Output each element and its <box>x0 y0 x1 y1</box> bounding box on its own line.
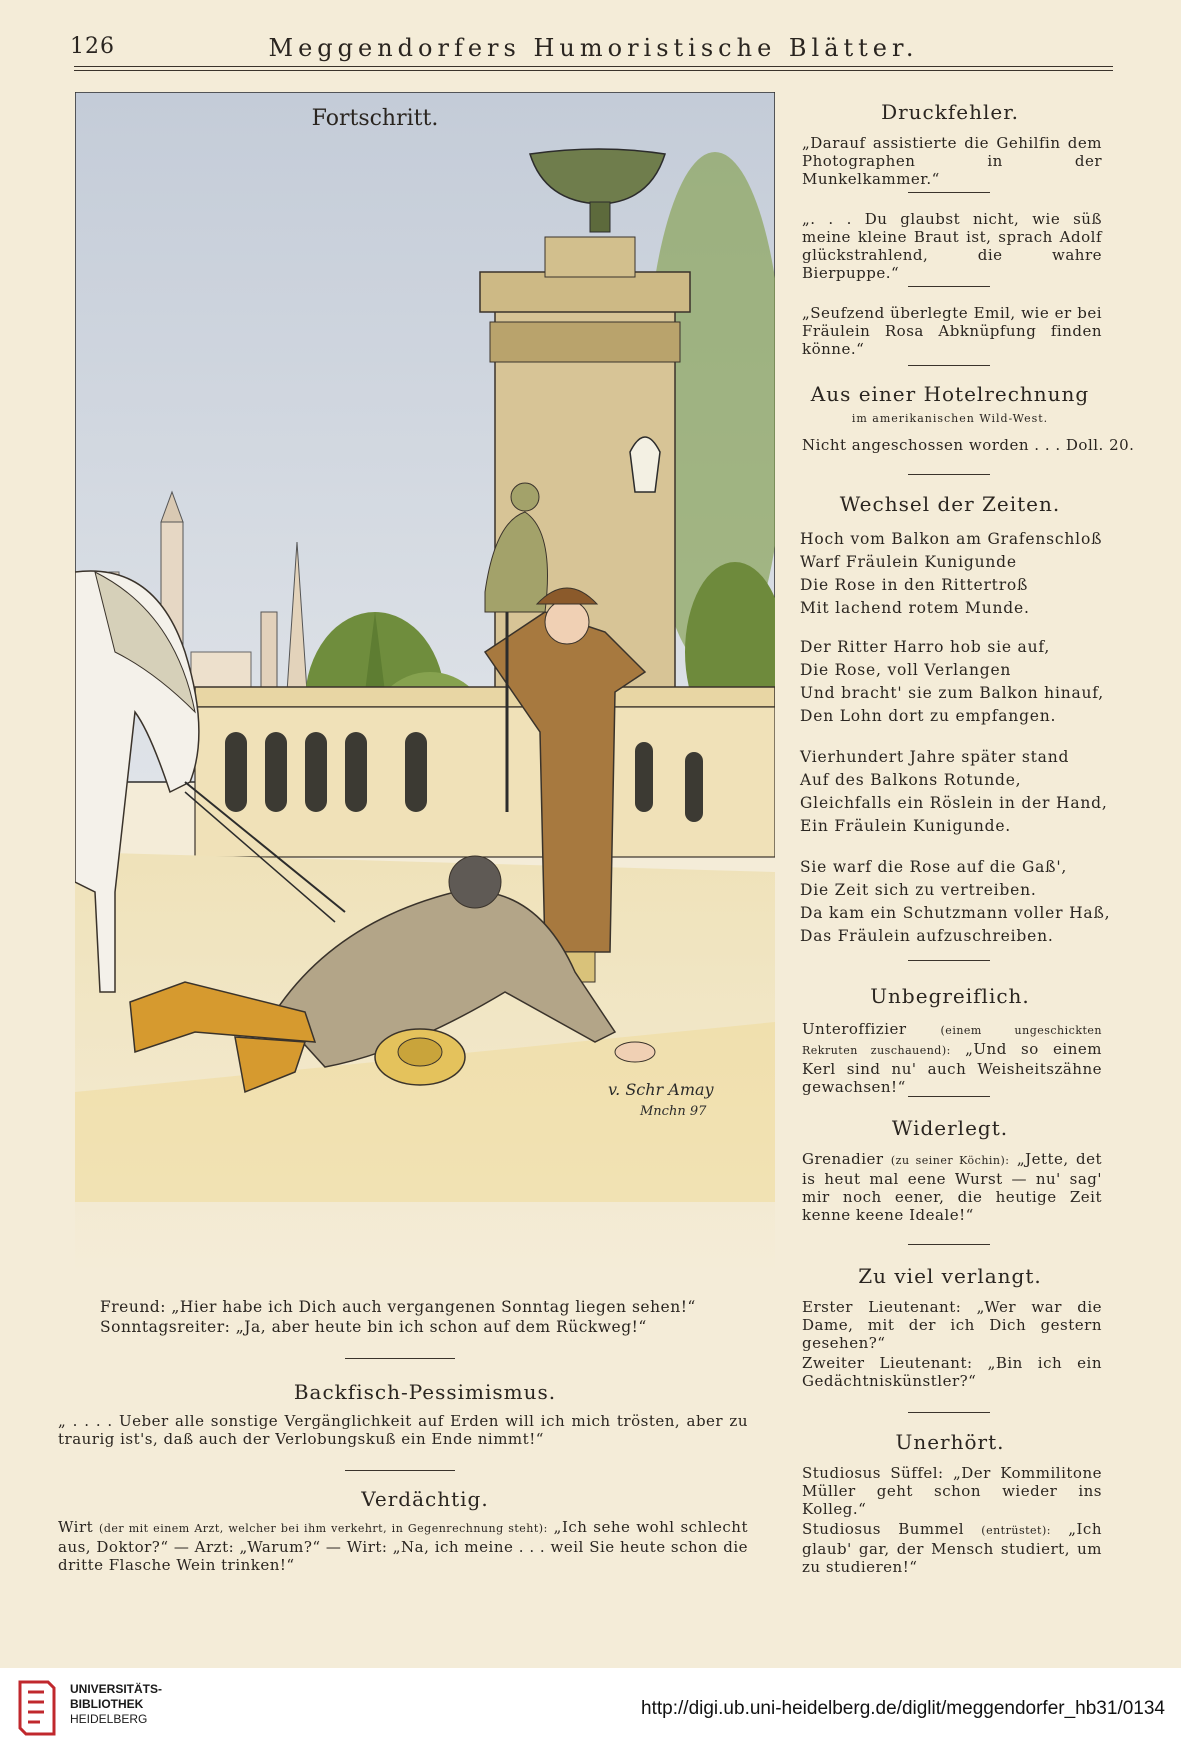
verse-line: Das Fräulein aufzuschreiben. <box>800 927 1054 945</box>
text-zuviel-1 <box>802 1298 1102 1352</box>
dialogue-verdaechtig: „Ich sehe wohl schlecht aus, Doktor?“ — Arzt: „Warum?“ — Wirt: „Na, ich meine . . . weil Sie heute schon die dritte Flasche Wein trinken!“ <box>58 1518 748 1574</box>
wechsel-stanza-1 <box>800 528 1103 620</box>
section-divider <box>908 286 990 287</box>
subheading-hotelrechnung: im amerikanischen Wild-West. <box>851 412 1049 425</box>
speaker-grenadier: Grenadier <box>802 1150 884 1168</box>
text-backfisch: „ . . . . Ueber alle sonstige Vergänglichkeit auf Erden will ich mich trösten, aber zu traurig ist's, daß auch der Verlobungskuß ein Ende nimmt!“ <box>58 1412 748 1448</box>
speaker-wirt: Wirt <box>58 1518 94 1536</box>
heading-backfisch: Backfisch-Pessimismus. <box>293 1380 557 1404</box>
note-grenadier: (zu seiner Köchin): <box>890 1154 1010 1167</box>
text-hotelrechnung: Nicht angeschossen worden . . . Doll. 20. <box>802 436 1135 454</box>
verse-line: Warf Fräulein Kunigunde <box>800 553 1017 571</box>
text-unerhoert-1 <box>802 1464 1102 1518</box>
dialogue-unerhoert-1: „Der Kommilitone Müller geht schon wieder ins Kolleg.“ <box>802 1464 1102 1518</box>
dialogue-unerhoert-2: „Ich glaub' gar, der Mensch studiert, um zu studieren!“ <box>802 1520 1102 1576</box>
library-name <box>70 1682 162 1727</box>
verse-line: Die Rose, voll Verlangen <box>800 661 1012 679</box>
illustration-title: Fortschritt. <box>311 106 439 131</box>
note-bummel: (entrüstet): <box>981 1524 1051 1537</box>
artist-signature: v. Schr Amay <box>608 1080 714 1099</box>
wechsel-stanza-3 <box>800 746 1108 838</box>
verse-line: Auf des Balkons Rotunde, <box>800 771 1022 789</box>
speaker-erster-lieutenant: Erster Lieutenant: <box>802 1298 962 1316</box>
speaker-unteroffizier: Unteroffizier <box>802 1020 907 1038</box>
section-divider <box>908 1412 990 1413</box>
library-name-line: UNIVERSITÄTS- <box>70 1682 163 1696</box>
section-divider <box>345 1470 455 1471</box>
text-verdaechtig <box>58 1518 748 1574</box>
header-rule <box>74 66 1113 67</box>
page-header <box>70 34 1117 68</box>
dialogue-unbegreiflich: „Und so einem Kerl sind nu' auch Weisheitszähne gewachsen!“ <box>802 1040 1102 1096</box>
library-name-line: HEIDELBERG <box>70 1712 148 1726</box>
text-widerlegt <box>802 1150 1102 1224</box>
note-wirt: (der mit einem Arzt, welcher bei ihm verkehrt, in Gegenrechnung steht): <box>99 1522 548 1535</box>
header-rule-2 <box>74 70 1113 71</box>
verse-line: Ein Fräulein Kunigunde. <box>800 817 1012 835</box>
heading-zuviel: Zu viel verlangt. <box>858 1264 1042 1288</box>
heading-druckfehler: Druckfehler. <box>881 100 1019 124</box>
text-unerhoert-2 <box>802 1520 1102 1576</box>
dialogue-zuviel-2: „Bin ich ein Gedächtniskünstler?“ <box>802 1354 1102 1390</box>
source-url-link[interactable]: http://digi.ub.uni-heidelberg.de/diglit/meggendorfer_hb31/0134 <box>641 1698 1165 1719</box>
section-divider <box>908 960 990 961</box>
verse-line: Sie warf die Rose auf die Gaß', <box>800 858 1068 876</box>
verse-line: Die Rose in den Rittertroß <box>800 576 1029 594</box>
library-logo-icon <box>14 1678 60 1740</box>
heading-wechsel: Wechsel der Zeiten. <box>839 492 1061 516</box>
verse-line: Hoch vom Balkon am Grafenschloß <box>800 530 1103 548</box>
section-divider <box>908 365 990 366</box>
section-divider <box>908 1096 990 1097</box>
druckfehler-item-2: „. . . Du glaubst nicht, wie süß meine kleine Braut ist, sprach Adolf glückstrahlend, die wahre Bierpuppe.“ <box>802 210 1102 282</box>
magazine-title: Meggendorfers Humoristische Blätter. <box>268 34 919 62</box>
speaker-bummel: Studiosus Bummel <box>802 1520 965 1538</box>
signature-place: Mnchn 97 <box>640 1104 707 1119</box>
heading-unerhoert: Unerhört. <box>895 1430 1005 1454</box>
page-number: 126 <box>70 34 115 59</box>
caption-line-2: Sonntagsreiter: „Ja, aber heute bin ich schon auf dem Rückweg!“ <box>100 1318 647 1336</box>
heading-hotelrechnung: Aus einer Hotelrechnung <box>810 382 1090 406</box>
dialogue-widerlegt: „Jette, det is heut mal eene Wurst — nu' sag' mir noch eener, die heutige Zeit kenne keene Ideale!“ <box>802 1150 1102 1224</box>
druckfehler-item-1: „Darauf assistierte die Gehilfin dem Photographen in der Munkelkammer.“ <box>802 134 1102 188</box>
verse-line: Die Zeit sich zu vertreiben. <box>800 881 1037 899</box>
section-divider <box>908 1244 990 1245</box>
text-unbegreiflich <box>802 1020 1102 1096</box>
note-unteroffizier: (einem ungeschickten Rekruten zuschauend): <box>802 1024 1102 1057</box>
druckfehler-item-3: „Seufzend überlegte Emil, wie er bei Fräulein Rosa Abknüpfung finden könne.“ <box>802 304 1102 358</box>
heading-unbegreiflich: Unbegreiflich. <box>870 984 1030 1008</box>
verse-line: Den Lohn dort zu empfangen. <box>800 707 1057 725</box>
verse-line: Gleichfalls ein Röslein in der Hand, <box>800 794 1108 812</box>
caption-line-1: Freund: „Hier habe ich Dich auch vergangenen Sonntag liegen sehen!“ <box>100 1298 696 1316</box>
heading-verdaechtig: Verdächtig. <box>361 1487 489 1511</box>
footer-bar <box>0 1668 1181 1752</box>
section-divider <box>345 1358 455 1359</box>
speaker-sueffel: Studiosus Süffel: <box>802 1464 944 1482</box>
section-divider <box>908 474 990 475</box>
speaker-zweiter-lieutenant: Zweiter Lieutenant: <box>802 1354 973 1372</box>
wechsel-stanza-2 <box>800 636 1105 728</box>
text-zuviel-2 <box>802 1354 1102 1390</box>
verse-line: Vierhundert Jahre später stand <box>800 748 1070 766</box>
verse-line: Der Ritter Harro hob sie auf, <box>800 638 1051 656</box>
wechsel-stanza-4 <box>800 856 1111 948</box>
dialogue-zuviel-1: „Wer war die Dame, mit der ich Dich gestern gesehen?“ <box>802 1298 1102 1352</box>
verse-line: Und bracht' sie zum Balkon hinauf, <box>800 684 1105 702</box>
verse-line: Da kam ein Schutzmann voller Haß, <box>800 904 1111 922</box>
heading-widerlegt: Widerlegt. <box>891 1116 1009 1140</box>
verse-line: Mit lachend rotem Munde. <box>800 599 1030 617</box>
section-divider <box>908 192 990 193</box>
library-name-line: BIBLIOTHEK <box>70 1697 144 1711</box>
